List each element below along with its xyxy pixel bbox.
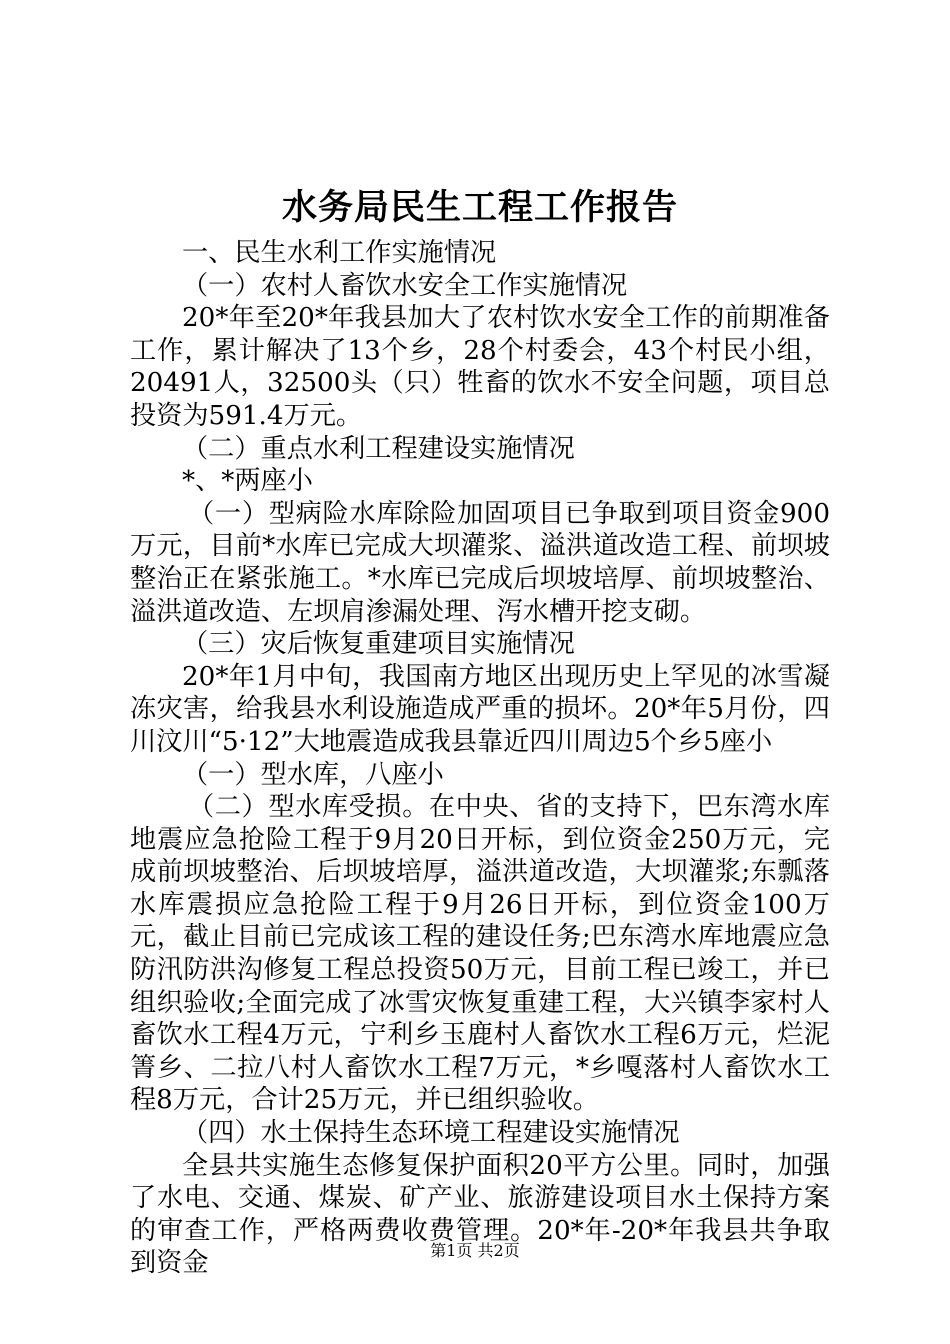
page-footer: 第1页 共2页 [430,1241,520,1260]
body-paragraph: （一）型病险水库除险加固项目已争取到项目资金900万元，目前*水库已完成大坝灌浆、溢洪道改造工程、前坝坡整治正在紧张施工。*水库已完成后坝坡培厚、前坝坡整治、溢洪道改造、左坝肩渗漏处理、泻水槽开挖支砌。 [130,498,830,627]
body-paragraph: *、*两座小 [182,466,313,497]
body-paragraph: 20*年至20*年我县加大了农村饮水安全工作的前期准备工作，累计解决了13个乡，28个村委会，43个村民小组，20491人，32500头（只）牲畜的饮水不安全问题，项目总投资为591.4万元。 [130,303,830,431]
subsection-heading: （四）水土保持生态环境工程建设实施情况 [182,1118,680,1149]
body-paragraph: 全县共实施生态修复保护面积20平方公里。同时，加强了水电、交通、煤炭、矿产业、旅游建设项目水土保持方案的审查工作，严格两费收费管理。20*年-20*年我县共争取到资金 [130,1150,830,1279]
document-page [130,182,830,1280]
body-paragraph: （一）型水库，八座小 [182,759,444,790]
body-paragraph: （二）型水库受损。在中央、省的支持下，巴东湾水库地震应急抢险工程于9月20日开标，到位资金250万元，完成前坝坡整治、后坝坡培厚，溢洪道改造，大坝灌浆;东瓢落水库震损应急抢险工程于9月26日开标，到位资金100万元，截止目前已完成该工程的建设任务;巴东湾水库地震应急防汛防洪沟修复工程总投资50万元，目前工程已竣工，并已组织验收;全面完成了冰雪灾恢复重建工程，大兴镇李家村人畜饮水工程4万元，宁利乡玉鹿村人畜饮水工程6万元，烂泥箐乡、二拉八村人畜饮水工程7万元，*乡嘎落村人畜饮水工程8万元，合计25万元，并已组织验收。 [130,792,830,1116]
document-title: 水务局民生工程工作报告 [281,188,678,228]
section-heading: 一、民生水利工作实施情况 [182,238,497,268]
subsection-heading: （二）重点水利工程建设实施情况 [182,433,575,464]
subsection-heading: （三）灾后恢复重建项目实施情况 [182,629,575,660]
subsection-heading: （一）农村人畜饮水安全工作实施情况 [182,270,628,301]
body-paragraph: 20*年1月中旬，我国南方地区出现历史上罕见的冰雪凝冻灾害，给我县水利设施造成严重的损坏。20*年5月份，四川汶川“5·12”大地震造成我县靠近四川周边5个乡5座小 [130,661,830,757]
